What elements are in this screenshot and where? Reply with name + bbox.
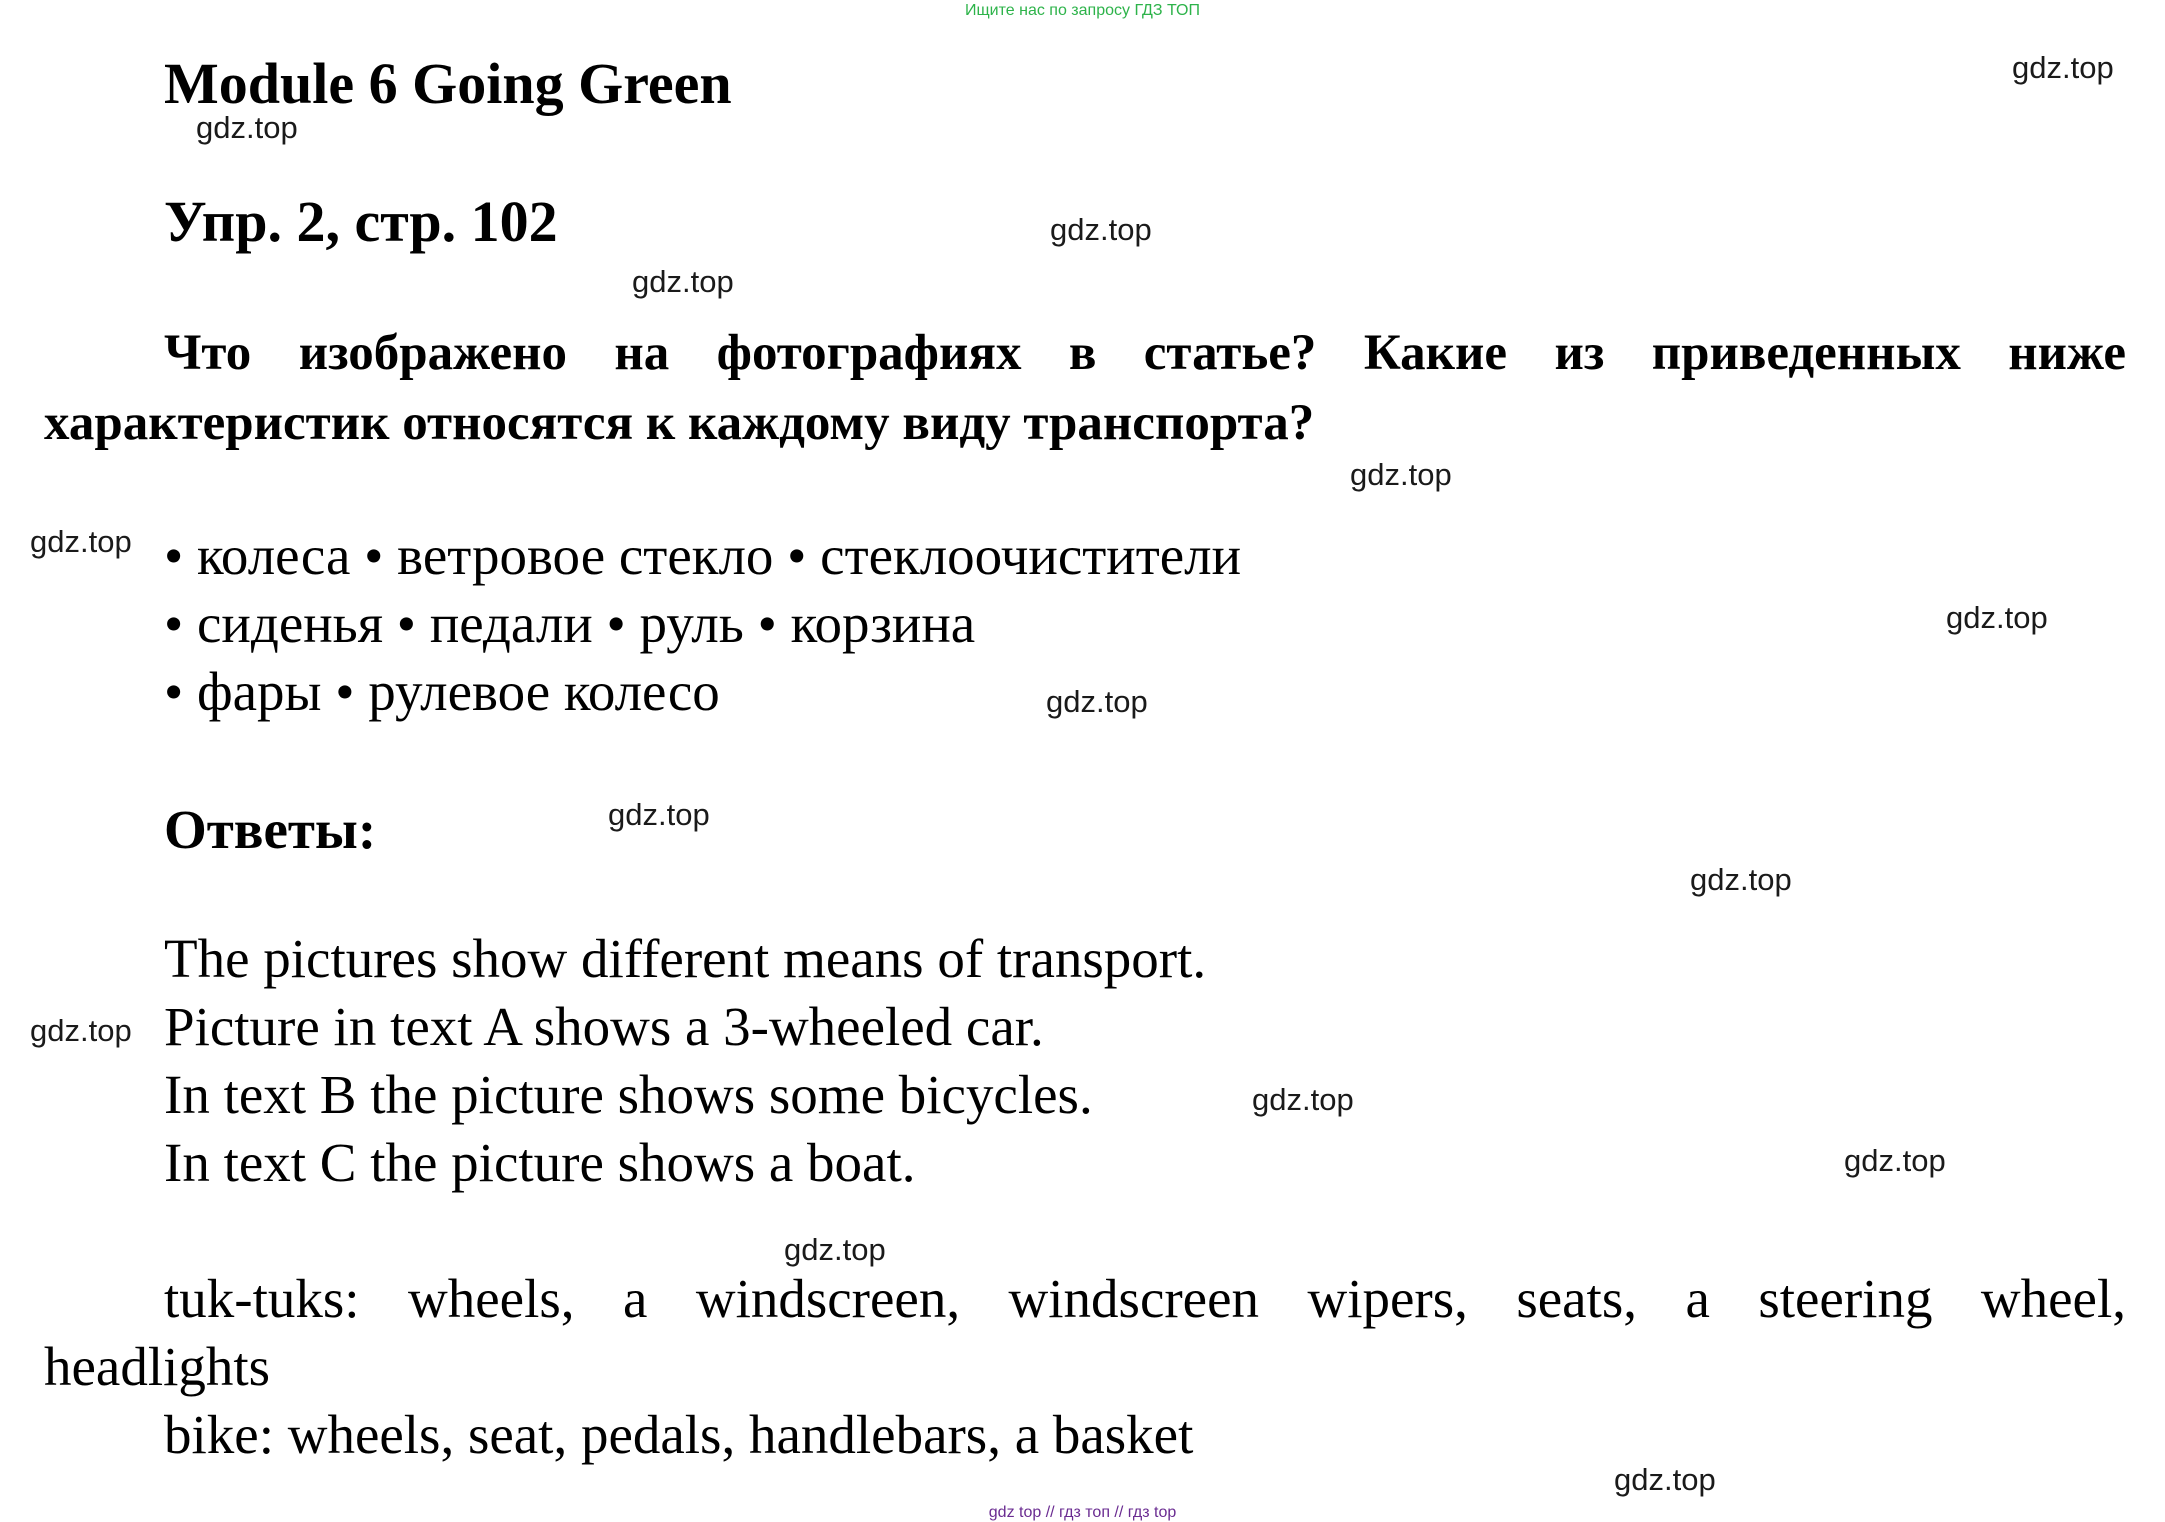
- watermark: gdz.top: [196, 110, 298, 145]
- watermark: gdz.top: [1690, 862, 1792, 897]
- answer-line: In text C the picture shows a boat.: [164, 1132, 916, 1193]
- tuk-tuk-line-continued: headlights: [44, 1336, 271, 1397]
- watermark: gdz.top: [1252, 1082, 1354, 1117]
- answer-line: Picture in text A shows a 3-wheeled car.: [164, 996, 1044, 1057]
- exercise-title: Упр. 2, стр. 102: [164, 189, 558, 254]
- module-title: Module 6 Going Green: [164, 51, 732, 116]
- answer-line: In text B the picture shows some bicycles.: [164, 1064, 1093, 1125]
- watermark: gdz.top: [30, 1013, 132, 1048]
- answer-paragraph: [164, 925, 1206, 1197]
- watermark: gdz.top: [1350, 457, 1452, 492]
- watermark: gdz.top: [1046, 684, 1148, 719]
- watermark: gdz.top: [632, 264, 734, 299]
- answers-heading: Ответы:: [164, 799, 377, 860]
- footer-watermark: gdz top // гдз топ // гдз top: [988, 1504, 1177, 1521]
- vocabulary-line: • колеса • ветровое стекло • стеклоочистители: [164, 525, 1242, 586]
- question-text: Что изображено на фотографиях в статье? Какие из приведенных ниже характеристик относятся к каждому виду транспорта?: [44, 325, 2126, 451]
- watermark: gdz.top: [784, 1232, 886, 1267]
- transport-features: [44, 1265, 2126, 1469]
- vocabulary-line: • сиденья • педали • руль • корзина: [164, 593, 976, 654]
- watermark: gdz.top: [2012, 50, 2114, 85]
- watermark: gdz.top: [608, 797, 710, 832]
- watermark: gdz.top: [1614, 1462, 1716, 1497]
- bike-line: bike: wheels, seat, pedals, handlebars, a basket: [164, 1404, 1194, 1465]
- watermark: gdz.top: [1050, 212, 1152, 247]
- tuk-tuk-line: tuk-tuks: wheels, a windscreen, windscreen wipers, seats, a steering wheel,: [164, 1268, 2126, 1329]
- vocabulary-line: • фары • рулевое колесо: [164, 661, 720, 722]
- answer-line: The pictures show different means of transport.: [164, 928, 1207, 989]
- watermark: gdz.top: [1844, 1143, 1946, 1178]
- watermark: gdz.top: [1946, 600, 2048, 635]
- top-search-notice: Ищите нас по запросу ГДЗ ТОП: [965, 2, 1200, 19]
- watermark: gdz.top: [30, 524, 132, 559]
